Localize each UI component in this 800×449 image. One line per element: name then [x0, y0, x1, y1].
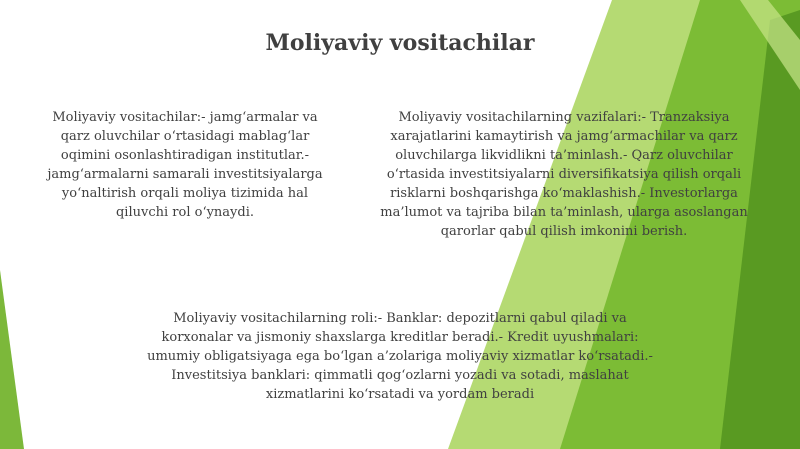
slide-title: Moliyaviy vositachilar: [265, 30, 535, 56]
definition-text: Moliyaviy vositachilar:- jamg‘armalar va qarz oluvchilar o‘rtasidagi mablag‘lar oqimini osonlashtiradigan institutlar.- jamg‘armalarni samarali investitsiyalarga yo‘naltirish orqali moliya tizimida hal qiluvchi rol o‘ynaydi.: [47, 110, 323, 220]
functions-text: Moliyaviy vositachilarning vazifalari:- Tranzaksiya xarajatlarini kamaytirish va jamg‘armachilar va qarz oluvchilarga likvidlikni ta’minlash.- Qarz oluvchilar o‘rtasida investitsiyalarni diversifikatsiya qilish orqali risklarni boshqarishga ko‘maklashish.- Investorlarga ma’lumot va tajriba bilan ta’minlash, ularga asoslangan qarorlar qabul qilish imkonini berish.: [380, 110, 748, 239]
role-text: Moliyaviy vositachilarning roli:- Banklar: depozitlarni qabul qiladi va korxonalar va jismoniy shaxslarga kreditlar beradi.- Kredit uyushmalari: umumiy obligatsiyaga ega bo‘lgan a’zolariga moliyaviy xizmatlar ko‘rsatadi.- Investitsiya banklari: qimmatli qog‘ozlarni yozadi va sotadi, maslahat xizmatlarini ko‘rsatadi va yordam beradi: [147, 311, 653, 402]
left-green-accent: [0, 270, 24, 449]
